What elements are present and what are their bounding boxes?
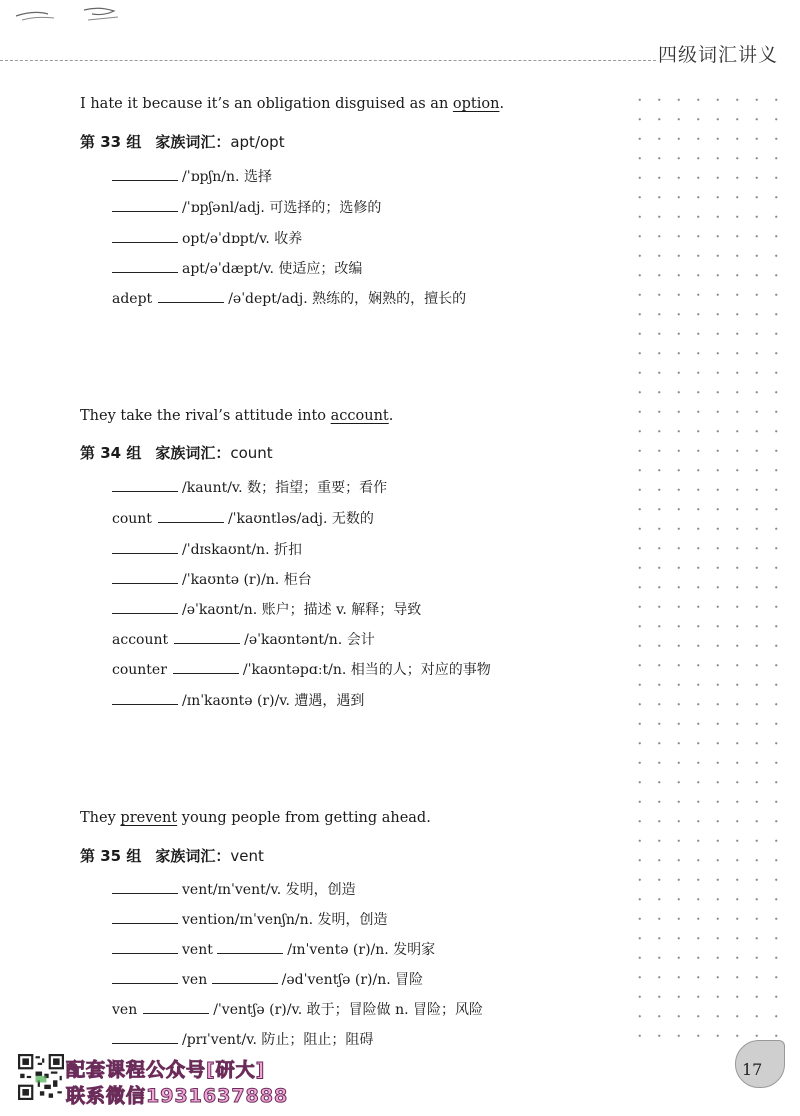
vocab-entry: counter /ˈkaʊntəpɑːt/n. 相当的人；对应的事物 bbox=[112, 662, 491, 678]
fill-blank[interactable] bbox=[112, 692, 178, 705]
vocab-entry: apt/əˈdæpt/v. 使适应；改编 bbox=[112, 258, 362, 278]
fill-blank[interactable] bbox=[112, 168, 178, 181]
fill-blank[interactable] bbox=[112, 541, 178, 554]
group-title: 第 34 组 家族词汇：count bbox=[80, 444, 273, 462]
vocab-entry: adept /əˈdept/adj. 熟练的，娴熟的，擅长的 bbox=[112, 291, 467, 307]
fill-blank[interactable] bbox=[143, 1001, 209, 1014]
watermark-line-1: 配套课程公众号[研大] bbox=[66, 1059, 266, 1081]
example-sentence: I hate it because it’s an obligation disguised as an option. bbox=[80, 96, 505, 112]
watermark-line-2: 联系微信1931637888 bbox=[66, 1085, 289, 1107]
fill-blank[interactable] bbox=[112, 571, 178, 584]
vocab-entry: /ˈkaʊntə (r)/n. 柜台 bbox=[112, 569, 312, 589]
fill-blank[interactable] bbox=[112, 260, 178, 273]
fill-blank[interactable] bbox=[112, 479, 178, 492]
vocab-entry: vent/ɪnˈvent/v. 发明，创造 bbox=[112, 879, 356, 899]
vocab-entry: /prɪˈvent/v. 防止；阻止；阻碍 bbox=[112, 1029, 373, 1049]
dot-grid-notes-area bbox=[630, 90, 780, 1050]
fill-blank[interactable] bbox=[173, 661, 239, 674]
fill-blank[interactable] bbox=[112, 911, 178, 924]
group-title: 第 33 组 家族词汇：apt/opt bbox=[80, 133, 285, 151]
fill-blank[interactable] bbox=[112, 971, 178, 984]
vocab-entry: /ˈɒpʃənl/adj. 可选择的；选修的 bbox=[112, 197, 381, 217]
vocab-entry: /ˈdɪskaʊnt/n. 折扣 bbox=[112, 539, 302, 559]
fill-blank[interactable] bbox=[174, 631, 240, 644]
qr-code-icon bbox=[18, 1054, 64, 1100]
fill-blank[interactable] bbox=[212, 971, 278, 984]
fill-blank[interactable] bbox=[112, 230, 178, 243]
vocab-entry: vention/ɪnˈvenʃn/n. 发明，创造 bbox=[112, 909, 387, 929]
fill-blank[interactable] bbox=[112, 881, 178, 894]
vocab-entry: /kaunt/v. 数；指望；重要；看作 bbox=[112, 477, 387, 497]
vocab-entry: ven /ədˈventʃə (r)/n. 冒险 bbox=[112, 969, 423, 989]
fill-blank[interactable] bbox=[112, 199, 178, 212]
vocab-entry: vent /ɪnˈventə (r)/n. 发明家 bbox=[112, 939, 435, 959]
vocab-entry: ven /ˈventʃə (r)/v. 敢于；冒险做 n. 冒险；风险 bbox=[112, 1002, 484, 1018]
fill-blank[interactable] bbox=[112, 601, 178, 614]
header-title: 四级词汇讲义 bbox=[657, 44, 778, 66]
fill-blank[interactable] bbox=[158, 510, 224, 523]
vocab-entry: /ˈɒpʃn/n. 选择 bbox=[112, 166, 272, 186]
key-word: option bbox=[452, 96, 500, 112]
vocab-entry: count /ˈkaʊntləs/adj. 无数的 bbox=[112, 511, 374, 527]
key-word: prevent bbox=[120, 810, 178, 826]
example-sentence: They take the rival’s attitude into account. bbox=[80, 408, 394, 424]
vocab-entry: account /əˈkaʊntənt/n. 会计 bbox=[112, 632, 375, 648]
group-title: 第 35 组 家族词汇：vent bbox=[80, 847, 264, 865]
vocab-entry: opt/əˈdɒpt/v. 收养 bbox=[112, 228, 302, 248]
fill-blank[interactable] bbox=[158, 290, 224, 303]
fill-blank[interactable] bbox=[112, 941, 178, 954]
example-sentence: They prevent young people from getting ahead. bbox=[80, 810, 431, 826]
page-number: 17 bbox=[742, 1060, 763, 1079]
vocab-entry: /əˈkaʊnt/n. 账户；描述 v. 解释；导致 bbox=[112, 599, 421, 619]
key-word: account bbox=[330, 408, 389, 424]
fill-blank[interactable] bbox=[217, 941, 283, 954]
fill-blank[interactable] bbox=[112, 1031, 178, 1044]
vocab-entry: /ɪnˈkaʊntə (r)/v. 遭遇，遇到 bbox=[112, 690, 364, 710]
